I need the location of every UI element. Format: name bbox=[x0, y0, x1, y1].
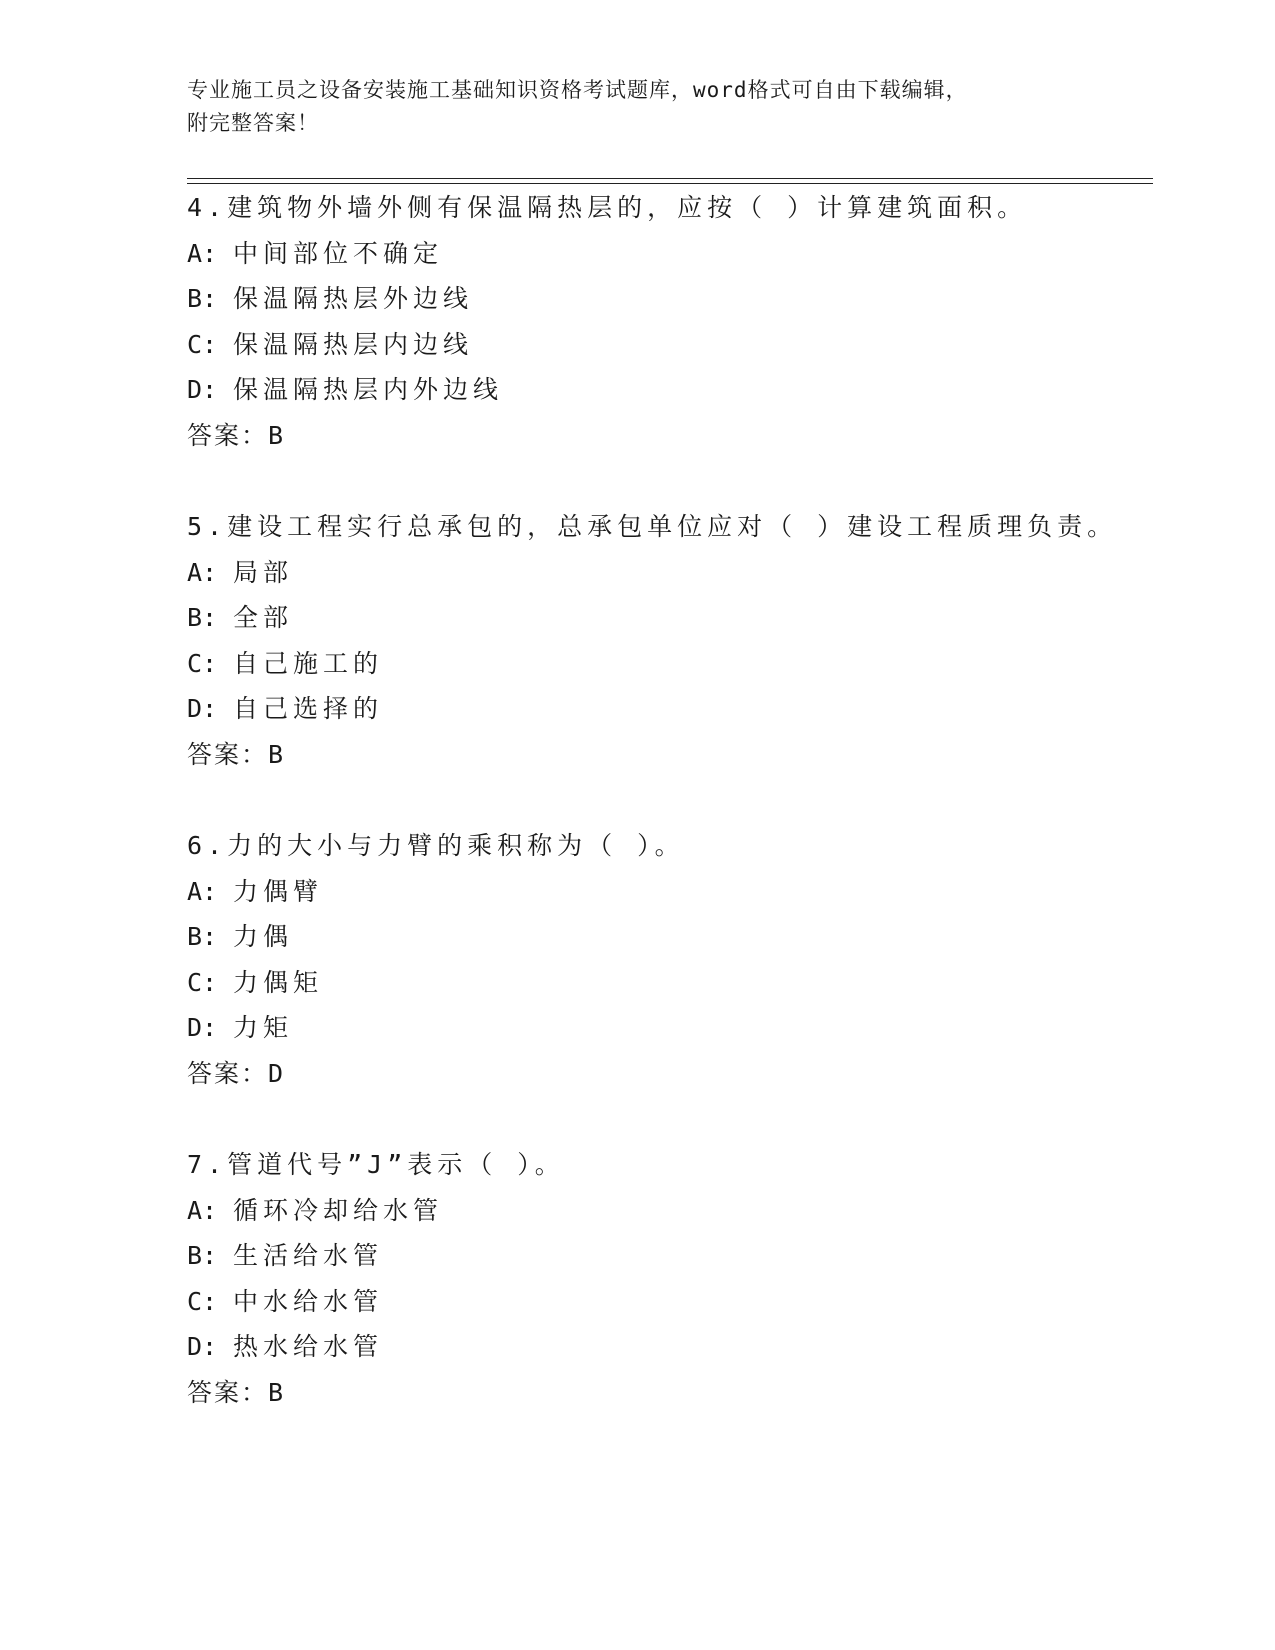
option-text: 力矩 bbox=[233, 1013, 294, 1042]
answer-label: 答案： bbox=[187, 420, 269, 450]
answer-value: D bbox=[268, 1058, 284, 1088]
option-d bbox=[187, 1324, 1153, 1370]
option-key: C: bbox=[187, 1286, 218, 1316]
option-key: A: bbox=[187, 557, 218, 587]
question-stem: 7.管道代号”J”表示（ ）。 bbox=[187, 1150, 565, 1179]
answer-line bbox=[187, 732, 1153, 778]
option-key: A: bbox=[187, 876, 218, 906]
option-key: C: bbox=[187, 648, 218, 678]
option-b bbox=[187, 276, 1153, 322]
option-text: 循环冷却给水管 bbox=[233, 1195, 444, 1225]
option-text: 自己施工的 bbox=[233, 648, 384, 678]
header-divider-bottom bbox=[187, 183, 1153, 184]
answer-value: B bbox=[268, 420, 284, 450]
option-key: D: bbox=[187, 694, 218, 723]
option-d bbox=[187, 686, 1153, 732]
question-4 bbox=[187, 185, 1153, 504]
option-c bbox=[187, 1279, 1153, 1325]
option-key: C: bbox=[187, 967, 218, 997]
answer-line bbox=[187, 413, 1153, 459]
document-header bbox=[187, 74, 1087, 140]
answer-line bbox=[187, 1370, 1153, 1416]
option-b bbox=[187, 595, 1153, 641]
option-a bbox=[187, 869, 1153, 915]
option-d bbox=[187, 1005, 1153, 1051]
answer-label: 答案： bbox=[187, 1377, 269, 1407]
option-key: C: bbox=[187, 329, 218, 359]
answer-value: B bbox=[268, 1377, 284, 1407]
answer-label: 答案： bbox=[187, 739, 269, 769]
option-text: 力偶矩 bbox=[233, 967, 324, 997]
option-key: B: bbox=[187, 922, 218, 951]
document-page bbox=[187, 0, 1153, 1650]
option-key: B: bbox=[187, 603, 218, 632]
option-text: 保温隔热层内外边线 bbox=[233, 375, 504, 404]
option-c bbox=[187, 641, 1153, 687]
question-list bbox=[187, 185, 1153, 1461]
option-key: B: bbox=[187, 1241, 218, 1270]
option-text: 热水给水管 bbox=[233, 1332, 384, 1361]
question-7 bbox=[187, 1142, 1153, 1461]
question-5 bbox=[187, 504, 1153, 823]
option-a bbox=[187, 231, 1153, 277]
option-text: 力偶臂 bbox=[233, 876, 324, 906]
option-b bbox=[187, 914, 1153, 960]
option-text: 保温隔热层内边线 bbox=[233, 329, 474, 359]
question-stem: 6.力的大小与力臂的乘积称为（ ）。 bbox=[187, 831, 685, 860]
header-line-1: 专业施工员之设备安装施工基础知识资格考试题库，word格式可自由下载编辑， bbox=[187, 78, 968, 102]
option-text: 力偶 bbox=[233, 922, 294, 951]
option-text: 中水给水管 bbox=[233, 1286, 384, 1316]
option-c bbox=[187, 960, 1153, 1006]
option-key: D: bbox=[187, 375, 218, 404]
question-stem: 4.建筑物外墙外侧有保温隔热层的，应按（ ）计算建筑面积。 bbox=[187, 193, 1028, 222]
answer-label: 答案： bbox=[187, 1058, 269, 1088]
option-text: 中间部位不确定 bbox=[233, 238, 444, 268]
option-b bbox=[187, 1233, 1153, 1279]
option-key: D: bbox=[187, 1013, 218, 1042]
question-stem: 5.建设工程实行总承包的，总承包单位应对（ ）建设工程质理负责。 bbox=[187, 512, 1118, 541]
answer-value: B bbox=[268, 739, 284, 769]
header-line-2: 附完整答案！ bbox=[187, 111, 319, 135]
header-divider-top bbox=[187, 178, 1153, 179]
option-text: 生活给水管 bbox=[233, 1241, 384, 1270]
option-a bbox=[187, 550, 1153, 596]
option-d bbox=[187, 367, 1153, 413]
question-6 bbox=[187, 823, 1153, 1142]
option-c bbox=[187, 322, 1153, 368]
option-key: D: bbox=[187, 1332, 218, 1361]
option-key: A: bbox=[187, 1195, 218, 1225]
option-text: 局部 bbox=[233, 557, 294, 587]
option-key: A: bbox=[187, 238, 218, 268]
option-key: B: bbox=[187, 284, 218, 313]
option-text: 保温隔热层外边线 bbox=[233, 284, 474, 313]
answer-line bbox=[187, 1051, 1153, 1097]
option-text: 自己选择的 bbox=[233, 694, 384, 723]
option-text: 全部 bbox=[233, 603, 294, 632]
option-a bbox=[187, 1188, 1153, 1234]
